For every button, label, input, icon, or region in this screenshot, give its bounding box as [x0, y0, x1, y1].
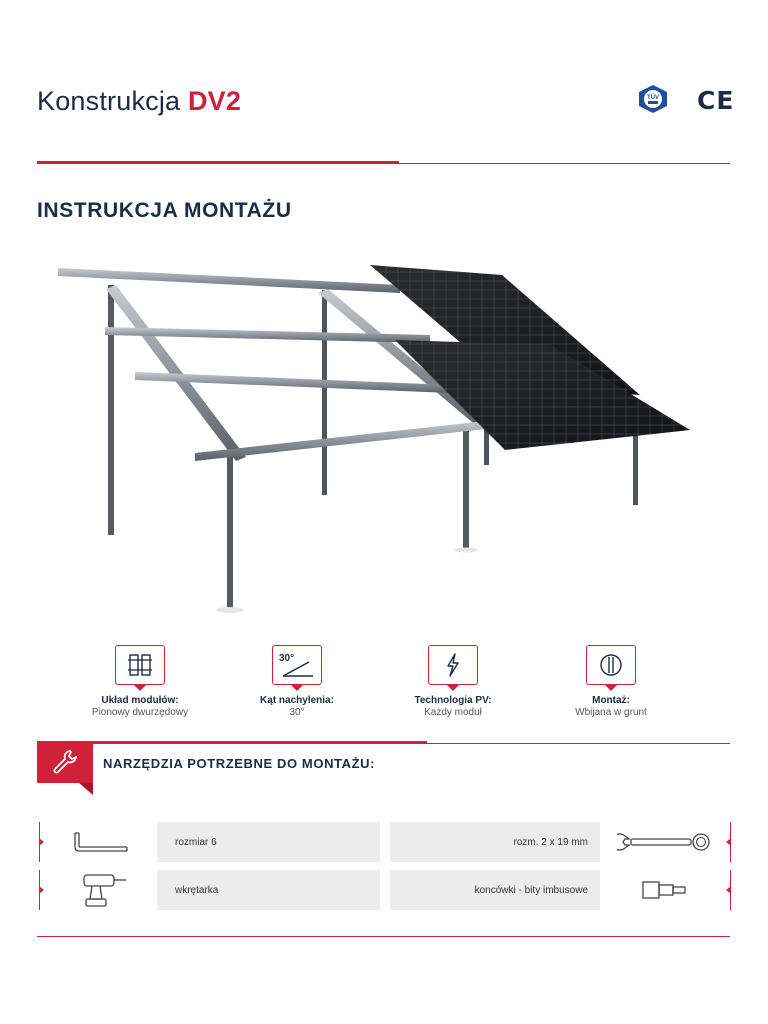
hex-key-icon: [50, 822, 150, 862]
feature-label: Układ modułów:: [101, 695, 179, 706]
header-divider-accent: [37, 161, 399, 164]
post-front-3: [463, 430, 469, 550]
post-front-2: [227, 450, 233, 610]
section-title: INSTRUKCJA MONTAŻU: [37, 199, 292, 222]
page-title: [37, 86, 241, 117]
tools-badge: [37, 741, 93, 783]
feature-module-layout: [65, 645, 215, 718]
feature-value: Każdy moduł: [424, 707, 482, 718]
ground-pile-icon: [586, 645, 636, 685]
wrench-badge-icon: [51, 748, 79, 776]
rail-4: [195, 420, 495, 461]
feature-label: Montaż:: [592, 695, 630, 706]
feature-mounting: [536, 645, 686, 718]
brace-1: [106, 285, 246, 461]
tilt-angle-icon: [272, 645, 322, 685]
tool-bits-label: koncówki - bity imbusowe: [390, 870, 600, 910]
feature-label: Technologia PV:: [414, 695, 492, 706]
tuv-logo-text: TÜV: [647, 95, 659, 101]
footer-divider: [37, 936, 730, 937]
title-model: DV2: [187, 86, 242, 116]
tool-drill-label: wkrętarka: [157, 870, 380, 910]
hex-bit-icon: [610, 870, 720, 910]
feature-pv-technology: [378, 645, 528, 718]
post-front-1: [108, 285, 114, 535]
tools-title: NARZĘDZIA POTRZEBNE DO MONTAŻU:: [103, 756, 376, 771]
wrench-icon: [610, 822, 720, 862]
post-back-3: [633, 435, 638, 505]
mounting-structure-illustration: [50, 245, 740, 620]
feature-label: Kąt nachylenia:: [260, 695, 334, 706]
feature-value: Pionowy dwurzędowy: [91, 707, 189, 718]
drill-icon: [50, 870, 150, 910]
feature-tilt-angle: [222, 645, 372, 718]
module-layout-icon: [115, 645, 165, 685]
post-back-1: [322, 290, 327, 495]
feature-value: 30°: [289, 707, 305, 718]
feature-value: Wbijana w grunt: [575, 707, 647, 718]
tuv-certification-logo: [636, 84, 670, 114]
lightning-icon: [428, 645, 478, 685]
ce-mark: CE: [697, 86, 735, 115]
tool-wrench-label: rozm. 2 x 19 mm: [390, 822, 600, 862]
title-prefix: Konstrukcja: [37, 86, 181, 116]
tool-hex-key-label: rozmiar 6: [157, 822, 380, 862]
tilt-angle-icon-text: 30°: [279, 653, 295, 664]
tools-divider-accent: [37, 741, 427, 744]
